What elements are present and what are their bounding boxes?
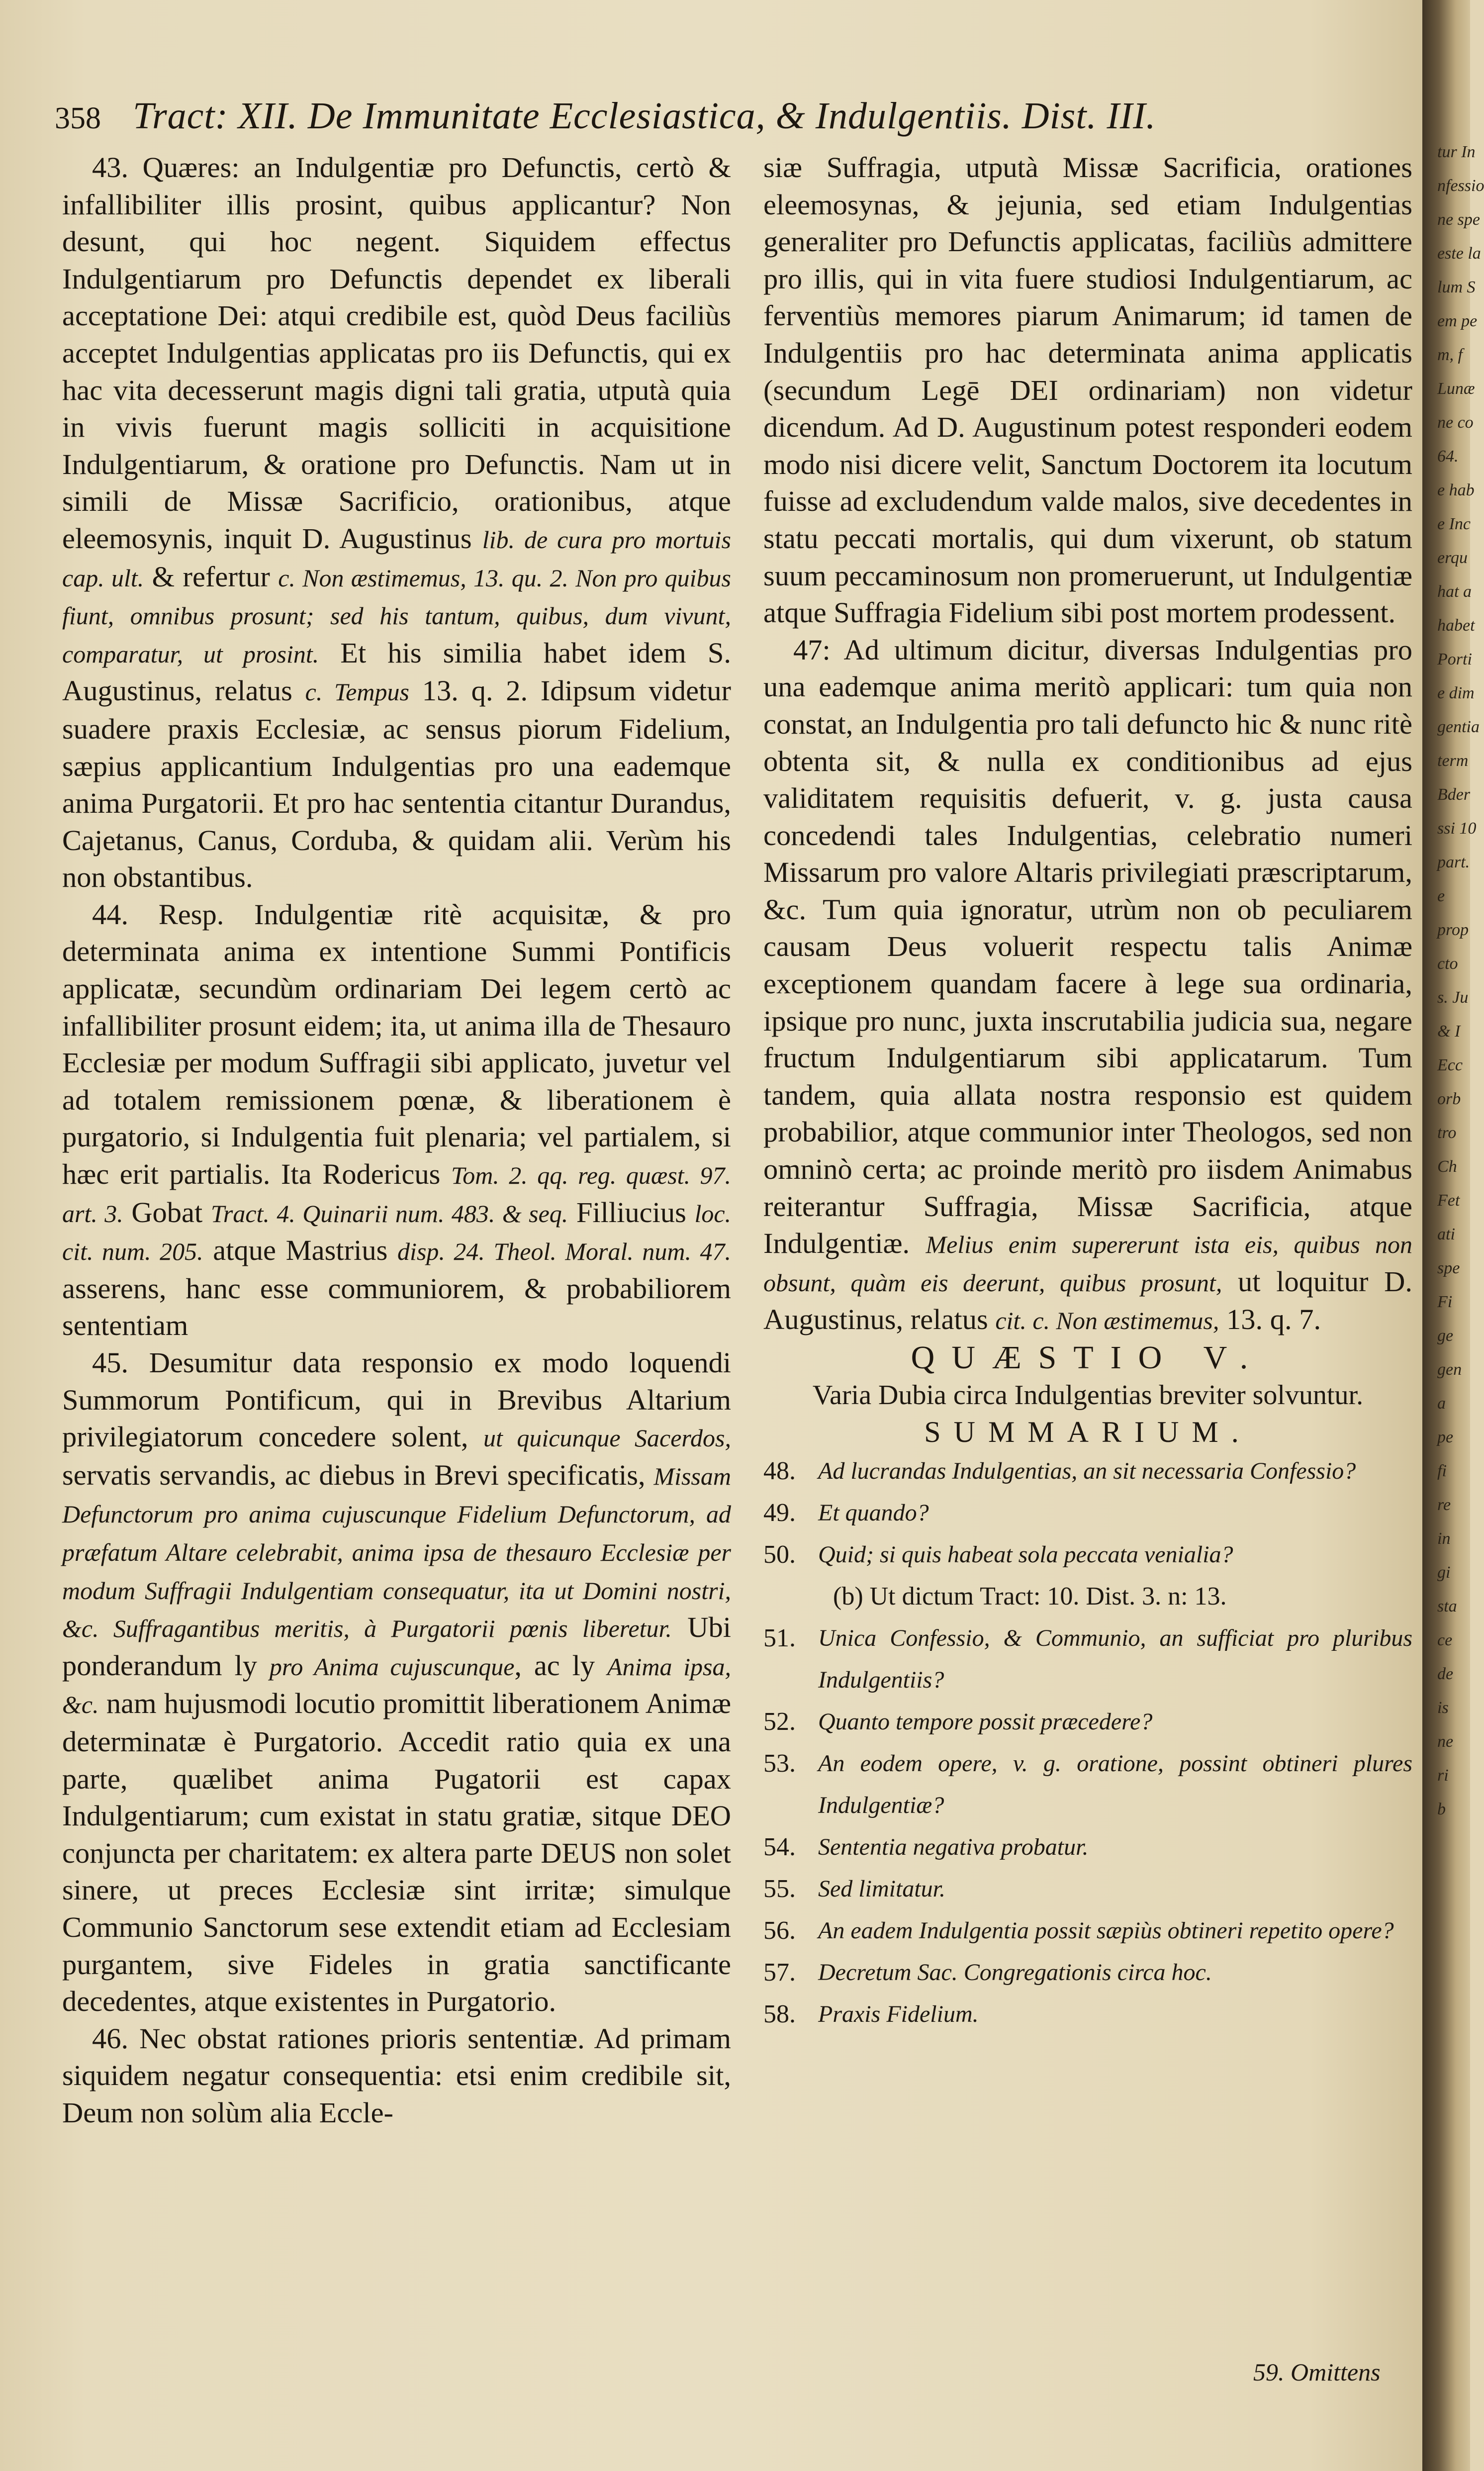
summary-item: 50. Quid; si quis habeat sola peccata venialia? bbox=[763, 1540, 1233, 1569]
paragraph-46-continued: siæ Suffragia, utputà Missæ Sacrificia, orationes eleemosynas, & jejunia, sed etiam Indulgentias generaliter pro Defunctis applicatas, faciliùs admittere pro illis, qui in vita fuere studiosi Indulgentiarum, ac ferventiùs memores piarum Animarum; id tamen de Indulgentiis pro hac determinata anima applicatis (secundum Legē DEI ordinariam) non videtur dicendum. Ad D. Augustinum potest responderi eodem modo nisi dicere velit, Sanctum Doctorem ita locutum fuisse ad excludendum valde malos, sive decedentes in statu peccati mortalis, qui dum vixerunt, ob statum suum peccaminosum non promeruerunt, ut Indulgentiæ atque Suffragia Fidelium sibi post mortem prodessent. bbox=[763, 151, 1412, 629]
adjacent-fragment: Porti bbox=[1437, 650, 1472, 668]
page-number: 358 bbox=[55, 101, 101, 135]
summary-list bbox=[763, 1450, 1412, 2035]
adjacent-fragment: ri bbox=[1437, 1766, 1449, 1785]
citation: c. Non æstimemus, 13. qu. 2. Non pro quibus fiunt, omnibus prosunt; sed his tantum, quibus, dum vivunt, comparatur, ut prosint. bbox=[62, 564, 731, 668]
citation: cit. c. Non æstimemus, bbox=[995, 1307, 1219, 1335]
paragraph-45: 45. Desumitur data responsio ex modo loquendi Summorum Pontificum, qui in Brevibus Altarium privilegiatorum concedere solent, ut quicunque Sacerdos, servatis servandis, ac diebus in Brevi specificatis, Missam Defunctorum pro anima cujuscunque Fidelium Defunctorum, ad præfatum Altare celebrabit, anima ipsa de thesauro Ecclesiæ per modum Suffragii Indulgentiam consequatur, ita ut Domini nostri, &c. Suffragantibus meritis, à Purgatorii pœnis liberetur. Ubi ponderandum ly pro Anima cujuscunque, ac ly Anima ipsa, &c. nam hujusmodi locutio promittit liberationem Animæ determinatæ è Purgatorio. Accedit ratio quia ex una parte, quælibet anima Pugatorii est capax Indulgentiarum; cum existat in statu gratiæ, sitque DEO conjuncta per charitatem: ex altera parte DEUS non solet sinere, ut preces Ecclesiæ sint irritæ; simulque Communio Sanctorum sese extendit etiam ad Ecclesiam purgantem, sive Fideles in gratia sanctificante decedentes, atque existentes in Purgatorio. bbox=[62, 1346, 732, 2018]
adjacent-fragment: ge bbox=[1437, 1327, 1454, 1345]
adjacent-fragment: Ch bbox=[1437, 1157, 1457, 1176]
adjacent-fragment: tro bbox=[1437, 1124, 1457, 1142]
adjacent-fragment: e Inc bbox=[1437, 515, 1471, 533]
adjacent-fragment: e dim bbox=[1437, 684, 1475, 702]
summary-item: 56. An eadem Indulgentia possit sæpiùs obtineri repetito opere? bbox=[763, 1916, 1394, 1945]
adjacent-fragment: a bbox=[1437, 1394, 1446, 1413]
summary-item: 57. Decretum Sac. Congregationis circa hoc. bbox=[763, 1958, 1212, 1987]
adjacent-fragment: tur In bbox=[1437, 143, 1476, 161]
adjacent-page-fragments bbox=[1437, 0, 1484, 2471]
adjacent-fragment: pe bbox=[1437, 1428, 1454, 1446]
adjacent-fragment: 64. bbox=[1437, 447, 1459, 466]
adjacent-fragment: e hab bbox=[1437, 481, 1475, 499]
citation: Tract. 4. Quinarii num. 483. & seq. bbox=[210, 1199, 568, 1228]
catchword: 59. Omittens bbox=[1253, 2358, 1381, 2386]
citation: disp. 24. Theol. Moral. num. 47. bbox=[397, 1237, 732, 1266]
right-column bbox=[763, 149, 1412, 2035]
adjacent-fragment: Fi bbox=[1437, 1293, 1453, 1311]
paragraph-47: 47: Ad ultimum dicitur, diversas Indulgentias pro una eademque anima meritò applicari: tum quia non constat, an Indulgentia pro tali defuncto hic & nunc ritè obtenta sit, & nulla ex conditionibus ad ejus validitatem requisitis defuerit, v. g. justa causa concedendi tales Indulgentias, celebratio numeri Missarum pro valore Altaris privilegiati præscriptarum, &c. Tum quia ignoratur, utrùm non ob peculiarem causam Deus voluerit respectu talis Animæ exceptionem quandam facere à lege sua ordinaria, ipsique pro nunc, juxta inscrutabilia judicia sua, negare fructum Indulgentiarum sibi applicatarum. Tum tandem, quia allata nostra responsio est quidem probabilior, atque communior inter Theologos, sed non omninò certa; ac proinde meritò pro iisdem Animabus reiterantur Suffragia, Missæ Sacrificia, atque Indulgentiæ. Melius enim supererunt ista eis, quibus non obsunt, quàm eis deerunt, quibus prosunt, ut loquitur D. Augustinus, relatus cit. c. Non æstimemus, 13. q. 7. bbox=[763, 633, 1412, 1336]
citation: ut quicunque Sacerdos, bbox=[483, 1424, 731, 1452]
running-head: Tract: XII. De Immunitate Ecclesiastica, & Indulgentiis. Dist. III. bbox=[133, 95, 1156, 137]
adjacent-fragment: Fet bbox=[1437, 1191, 1460, 1210]
summary-item: 51. Unica Confessio, & Communio, an sufficiat pro pluribus Indulgentiis? bbox=[763, 1624, 1412, 1694]
question-subtitle: Varia Dubia circa Indulgentias breviter solvuntur. bbox=[812, 1379, 1364, 1411]
question-title: QUÆSTIO V. bbox=[911, 1339, 1265, 1376]
adjacent-fragment: hat a bbox=[1437, 582, 1472, 601]
paragraph-44: 44. Resp. Indulgentiæ ritè acquisitæ, & pro determinata anima ex intentione Summi Pontificis applicatæ, secundùm ordinariam Dei legem certò ac infallibiliter prosunt eidem; ita, ut anima illa de Thesauro Ecclesiæ per modum Suffragii sibi applicato, juvetur vel ad totalem remissionem pœnæ, & liberationem è purgatorio, si Indulgentia fuit plenaria; vel partialem, si hæc erit partialis. Ita Rodericus Tom. 2. qq. reg. quæst. 97. art. 3. Gobat Tract. 4. Quinarii num. 483. & seq. Filliucius loc. cit. num. 205. atque Mastrius disp. 24. Theol. Moral. num. 47. asserens, hanc esse communiorem, & probabiliorem sententiam bbox=[62, 898, 732, 1342]
adjacent-spacer bbox=[1437, 68, 1470, 101]
adjacent-fragment: m, f bbox=[1437, 346, 1463, 364]
left-column bbox=[62, 149, 731, 2131]
adjacent-fragment: ne spe bbox=[1437, 210, 1480, 229]
citation: lib. de cura pro mortuis cap. ult. bbox=[62, 525, 731, 592]
adjacent-fragment: ati bbox=[1437, 1225, 1455, 1243]
adjacent-fragment: re bbox=[1437, 1496, 1451, 1514]
adjacent-fragment: is bbox=[1437, 1699, 1449, 1717]
citation: Melius enim supererunt ista eis, quibus non obsunt, quàm eis deerunt, quibus prosunt, bbox=[763, 1231, 1412, 1297]
adjacent-fragment: & I bbox=[1437, 1022, 1461, 1041]
summary-item: 49. Et quando? bbox=[763, 1499, 929, 1527]
summary-item: 48. Ad lucrandas Indulgentias, an sit necessaria Confessio? bbox=[763, 1457, 1356, 1486]
adjacent-fragment: ne co bbox=[1437, 413, 1474, 432]
adjacent-fragment: in bbox=[1437, 1529, 1451, 1548]
adjacent-fragment: nfessio bbox=[1437, 177, 1484, 195]
adjacent-fragment: gi bbox=[1437, 1563, 1451, 1582]
adjacent-fragment: orb bbox=[1437, 1090, 1461, 1108]
adjacent-fragment: ce bbox=[1437, 1631, 1453, 1649]
adjacent-fragment: s. Ju bbox=[1437, 988, 1469, 1007]
citation: Anima ipsa, &c. bbox=[62, 1652, 732, 1719]
adjacent-fragment: e bbox=[1437, 887, 1445, 905]
adjacent-fragment: de bbox=[1437, 1665, 1454, 1683]
citation: Missam Defunctorum pro anima cujuscunque Fidelium Defunctorum, ad præfatum Altare celebrabit, anima ipsa de thesauro Ecclesiæ per modum Suffragii Indulgentiam consequatur, ita ut Domini nostri, &c. Suffragantibus meritis, à Purgatorii pœnis liberetur. bbox=[62, 1462, 731, 1643]
adjacent-fragment: cto bbox=[1437, 954, 1458, 973]
adjacent-fragment: em pe bbox=[1437, 312, 1478, 330]
adjacent-fragment: erqu bbox=[1437, 549, 1468, 567]
citation: c. Tempus bbox=[305, 678, 409, 706]
paragraph-43: 43. Quæres: an Indulgentiæ pro Defunctis, certò & infallibiliter illis prosint, quibus applicantur? Non desunt, qui hoc negent. Siquidem effectus Indulgentiarum pro Defunctis dependet ex liberali acceptatione Dei: atqui credibile est, quòd Deus faciliùs acceptet Indulgentias applicatas pro iis Defunctis, qui ex hac vita decesserunt magis digni tali gratia, utputà quia in vivis fuerunt magis solliciti in acquisitione Indulgentiarum, & oratione pro Defunctis. Nam ut in simili de Missæ Sacrificio, orationibus, atque eleemosynis, inquit D. Augustinus lib. de cura pro mortuis cap. ult. & refertur c. Non æstimemus, 13. qu. 2. Non pro quibus fiunt, omnibus prosunt; sed his tantum, quibus, dum vivunt, comparatur, ut prosint. Et his similia habet idem S. Augustinus, relatus c. Tempus 13. q. 2. Idipsum videtur suadere praxis Ecclesiæ, ac sensus piorum Fidelium, sæpius applicantium Indulgentias pro una eademque anima Purgatorii. Et pro hac sententia citantur Durandus, Cajetanus, Canus, Corduba, & quidam alii. Verùm his non obstantibus. bbox=[62, 151, 732, 894]
adjacent-fragment: Bder bbox=[1437, 785, 1471, 804]
adjacent-fragment: b bbox=[1437, 1800, 1446, 1818]
adjacent-fragment: part. bbox=[1437, 853, 1470, 871]
summary-item: 53. An eodem opere, v. g. oratione, possint obtineri plures Indulgentiæ? bbox=[763, 1749, 1412, 1819]
adjacent-fragment: sta bbox=[1437, 1597, 1457, 1616]
summary-note: (b) Ut dictum Tract: 10. Dist. 3. n: 13. bbox=[833, 1582, 1227, 1611]
adjacent-spacer bbox=[1437, 0, 1470, 34]
adjacent-fragment: habet bbox=[1437, 616, 1475, 635]
page-header bbox=[55, 95, 1417, 149]
citation: pro Anima cujuscunque bbox=[269, 1652, 515, 1681]
adjacent-fragment: ne bbox=[1437, 1732, 1454, 1751]
adjacent-fragment: gen bbox=[1437, 1360, 1462, 1379]
adjacent-fragment: spe bbox=[1437, 1259, 1460, 1277]
adjacent-fragment: este la bbox=[1437, 244, 1481, 263]
adjacent-fragment: lum S bbox=[1437, 278, 1476, 296]
adjacent-fragment: fi bbox=[1437, 1462, 1447, 1480]
summary-item: 54. Sententia negativa probatur. bbox=[763, 1833, 1089, 1862]
adjacent-fragment: Ecc bbox=[1437, 1056, 1463, 1074]
summary-item: 55. Sed limitatur. bbox=[763, 1875, 946, 1903]
adjacent-spacer bbox=[1437, 101, 1470, 135]
summary-title: SUMMARIUM. bbox=[924, 1415, 1252, 1448]
adjacent-fragment: Lunæ bbox=[1437, 380, 1475, 398]
adjacent-fragment: prop bbox=[1437, 921, 1469, 939]
citation: loc. cit. num. 205. bbox=[62, 1199, 732, 1266]
citation: Tom. 2. qq. reg. quæst. 97. art. 3. bbox=[62, 1161, 731, 1228]
adjacent-fragment: term bbox=[1437, 752, 1469, 770]
adjacent-spacer bbox=[1437, 34, 1470, 68]
adjacent-fragment: gentia bbox=[1437, 718, 1480, 736]
summary-item: 58. Praxis Fidelium. bbox=[763, 2000, 979, 2029]
paragraph-46: 46. Nec obstat rationes prioris sententiæ. Ad primam siquidem negatur consequentia: etsi enim credibile sit, Deum non solùm alia Eccle- bbox=[62, 2022, 731, 2129]
adjacent-fragment: ssi 10 bbox=[1437, 819, 1477, 838]
summary-item: 52. Quanto tempore possit præcedere? bbox=[763, 1708, 1153, 1736]
